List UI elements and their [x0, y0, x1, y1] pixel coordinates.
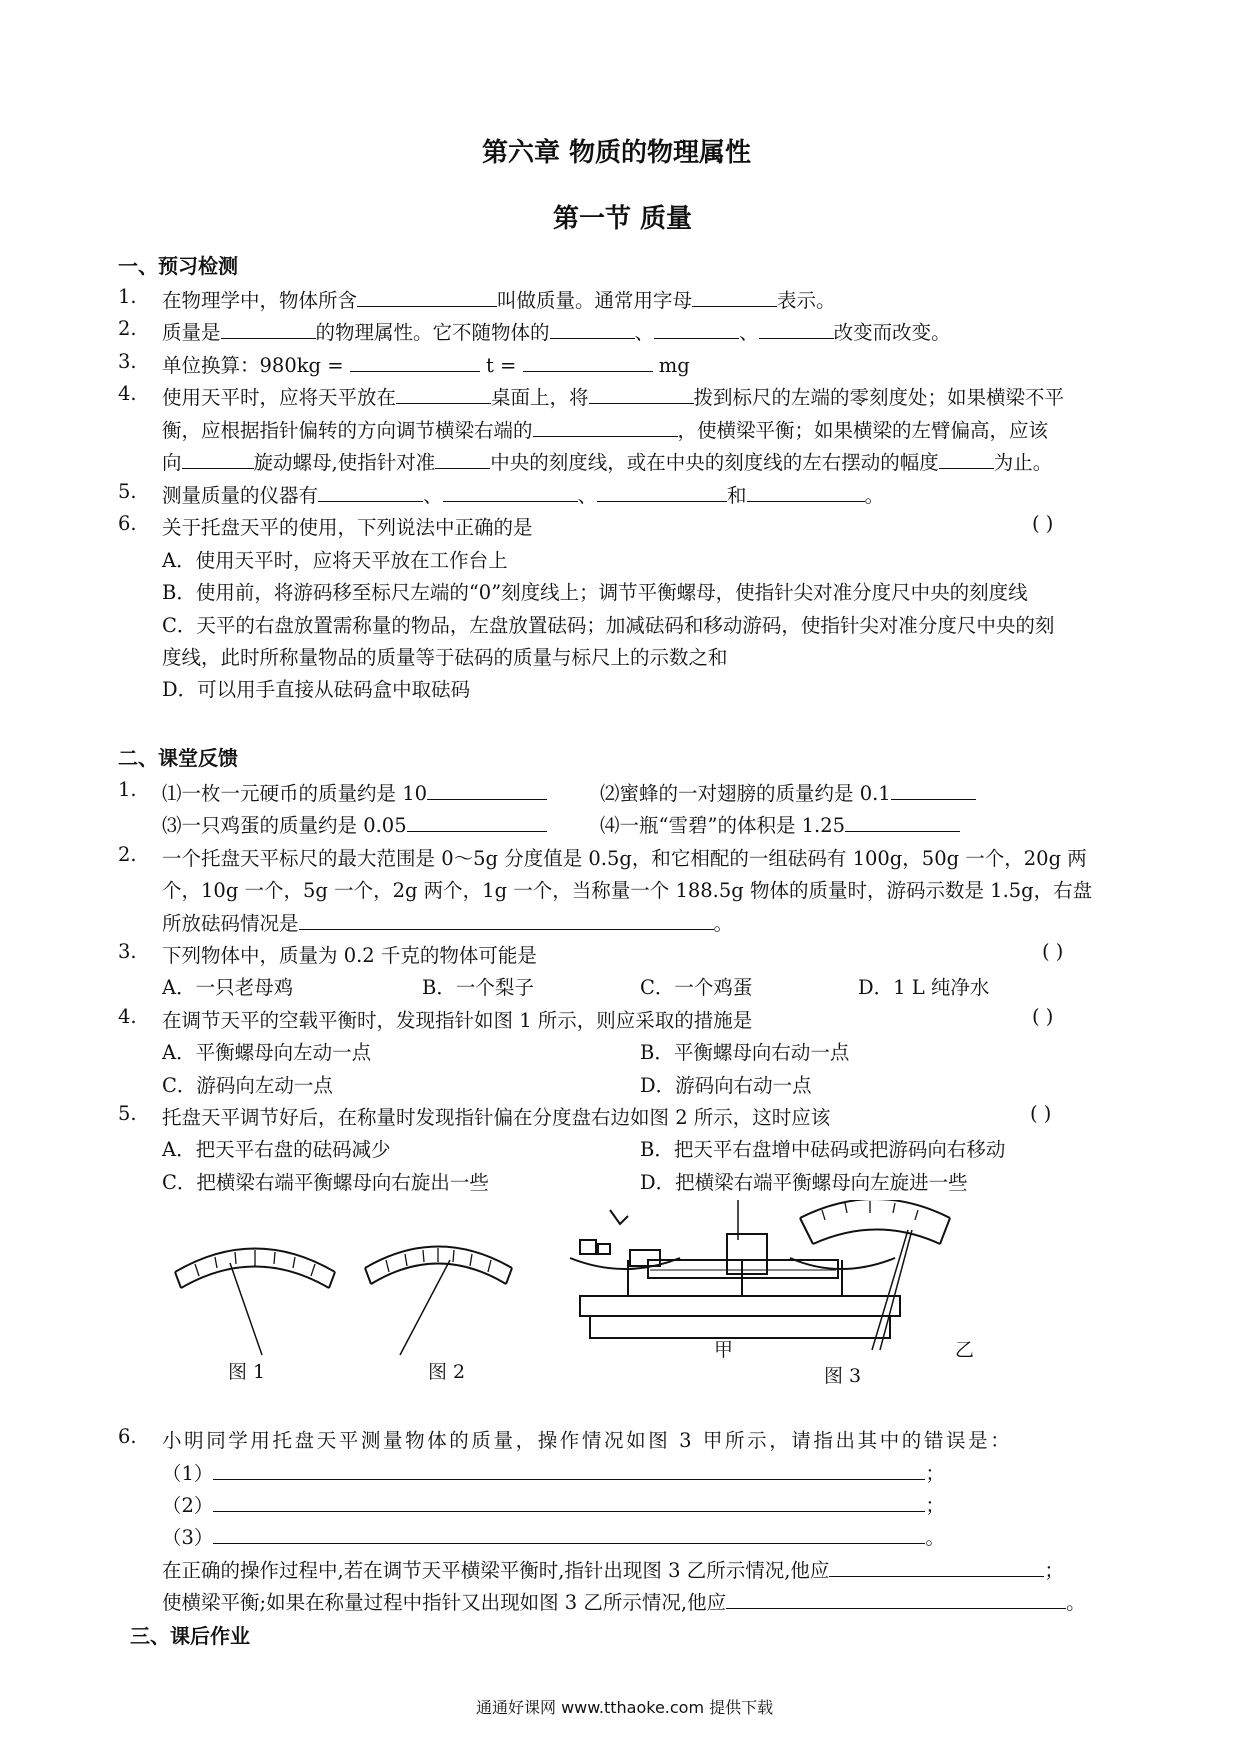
p2-q5-option-d: D．把横梁右端平衡螺母向左旋进一些 [640, 1171, 968, 1194]
p1-q4-line2: 衡，应根据指针偏转的方向调节横梁右端的 ，使横梁平衡；如果横梁的左臂偏高，应该 [162, 415, 1048, 443]
p2-q4-option-b: B．平衡螺母向右动一点 [640, 1041, 850, 1064]
p1-q6-option-c2: 度线，此时所称量物品的质量等于砝码的质量与标尺上的示数之和 [162, 646, 728, 669]
figure-2-dial [365, 1247, 512, 1356]
figure-1-dial [175, 1249, 335, 1356]
p2-q6-line5: 使横梁平衡;如果在称量过程中指针又出现如图 3 乙所示情况,他应 。 [162, 1587, 1086, 1615]
p1-q1-num: 1. [118, 285, 137, 308]
p2-q3-option-d: D．1 L 纯净水 [858, 976, 990, 999]
p2-q4-num: 4. [118, 1005, 137, 1028]
p2-q6-blank-2: （2） ； [162, 1490, 945, 1518]
p2-q4-paren: ( ) [1032, 1005, 1054, 1028]
p2-q6-num: 6. [118, 1425, 137, 1448]
p1-q4-num: 4. [118, 382, 137, 405]
p1-q1: 在物理学中，物体所含 叫做质量。通常用字母 表示。 [162, 285, 836, 313]
p2-q6-blank-1: （1） ； [162, 1458, 945, 1486]
p2-q4-option-d: D．游码向右动一点 [640, 1074, 812, 1097]
footer: 通通好课网 www.tthaoke.com 提供下载 [476, 1698, 774, 1717]
p2-q1-c: ⑶一只鸡蛋的质量约是 0.05 [162, 810, 547, 838]
p2-q3-paren: ( ) [1042, 940, 1064, 963]
p2-q3-option-b: B．一个梨子 [422, 976, 534, 999]
part3-heading: 三、课后作业 [130, 1624, 250, 1648]
figure-2-caption: 图 2 [428, 1361, 466, 1383]
part1-heading: 一、预习检测 [118, 254, 238, 278]
p2-q2-line1: 一个托盘天平标尺的最大范围是 0～5g 分度值是 0.5g，和它相配的一组砝码有 100g，50g 一个，20g 两 [162, 847, 1087, 870]
p2-q1-d: ⑷一瓶“雪碧”的体积是 1.25 [600, 810, 960, 838]
p2-q3-num: 3. [118, 940, 137, 963]
figure-3-caption: 图 3 [824, 1365, 862, 1387]
figure-1-caption: 图 1 [228, 1361, 266, 1383]
p2-q5-num: 5. [118, 1102, 137, 1125]
p2-q2-line3: 所放砝码情况是 。 [162, 908, 733, 936]
p1-q3-num: 3. [118, 350, 137, 373]
section-title: 第一节 质量 [553, 204, 693, 234]
p2-q4-stem: 在调节天平的空载平衡时，发现指针如图 1 所示，则应采取的措施是 [162, 1009, 753, 1032]
p2-q4-option-c: C．游码向左动一点 [162, 1074, 333, 1097]
p2-q2-num: 2. [118, 843, 137, 866]
p1-q2: 质量是 的物理属性。它不随物体的 、 、 改变而改变。 [162, 317, 951, 345]
p2-q3-option-a: A．一只老母鸡 [162, 976, 294, 999]
p1-q6-num: 6. [118, 512, 137, 535]
p1-q6-paren: ( ) [1032, 512, 1054, 535]
p2-q3-stem: 下列物体中，质量为 0.2 千克的物体可能是 [162, 944, 537, 967]
figure-3-balance [570, 1200, 900, 1338]
p2-q4-option-a: A．平衡螺母向左动一点 [162, 1041, 372, 1064]
p1-q4-line3: 向 旋动螺母,使指针对准 中央的刻度线，或在中央的刻度线的左右摆动的幅度 为止。 [162, 447, 1052, 475]
figure-3a-caption: 甲 [714, 1339, 734, 1361]
p2-q1-a: ⑴一枚一元硬币的质量约是 10 [162, 778, 547, 806]
part2-heading: 二、课堂反馈 [118, 746, 238, 770]
p2-q6-blank-3: （3） 。 [162, 1522, 945, 1550]
p2-q1-num: 1. [118, 778, 137, 801]
p2-q5-option-c: C．把横梁右端平衡螺母向右旋出一些 [162, 1171, 489, 1194]
figure-3-dial [800, 1200, 950, 1350]
p2-q6-stem: 小明同学用托盘天平测量物体的质量，操作情况如图 3 甲所示，请指出其中的错误是： [162, 1429, 1013, 1452]
figure-3b-caption: 乙 [955, 1339, 975, 1361]
p1-q2-num: 2. [118, 317, 137, 340]
p2-q6-line4: 在正确的操作过程中,若在调节天平横梁平衡时,指针出现图 3 乙所示情况,他应 ； [162, 1555, 1064, 1583]
p2-q5-option-a: A．把天平右盘的砝码减少 [162, 1138, 391, 1161]
p2-q3-option-c: C．一个鸡蛋 [640, 976, 753, 999]
p2-q5-option-b: B．把天平右盘增中砝码或把游码向右移动 [640, 1138, 1006, 1161]
p1-q6-stem: 关于托盘天平的使用，下列说法中正确的是 [162, 516, 533, 539]
p1-q6-option-b: B．使用前，将游码移至标尺左端的“0”刻度线上；调节平衡螺母，使指针尖对准分度尺中央的刻度线 [162, 581, 1028, 604]
p2-q1-b: ⑵蜜蜂的一对翅膀的质量约是 0.1 [600, 778, 976, 806]
p2-q5-stem: 托盘天平调节好后，在称量时发现指针偏在分度盘右边如图 2 所示，这时应该 [162, 1106, 831, 1129]
p1-q5-num: 5. [118, 480, 137, 503]
figures [150, 1200, 1050, 1370]
p1-q4-line1: 使用天平时，应将天平放在 桌面上，将 拨到标尺的左端的零刻度处；如果横梁不平 [162, 382, 1064, 410]
p1-q6-option-d: D．可以用手直接从砝码盒中取砝码 [162, 678, 471, 701]
p2-q5-paren: ( ) [1030, 1102, 1052, 1125]
p2-q2-line2: 个，10g 一个，5g 一个，2g 两个，1g 一个，当称量一个 188.5g 物体的质量时，游码示数是 1.5g，右盘 [162, 879, 1093, 902]
p1-q5: 测量质量的仪器有 、 、 和 。 [162, 480, 884, 508]
p1-q3: 单位换算：980kg = t = mg [162, 350, 690, 378]
p1-q6-option-a: A．使用天平时，应将天平放在工作台上 [162, 549, 508, 572]
chapter-title: 第六章 物质的物理属性 [482, 138, 752, 168]
p1-q6-option-c1: C．天平的右盘放置需称量的物品，左盘放置砝码；加减砝码和移动游码，使指针尖对准分度尺中央的刻 [162, 614, 1055, 637]
